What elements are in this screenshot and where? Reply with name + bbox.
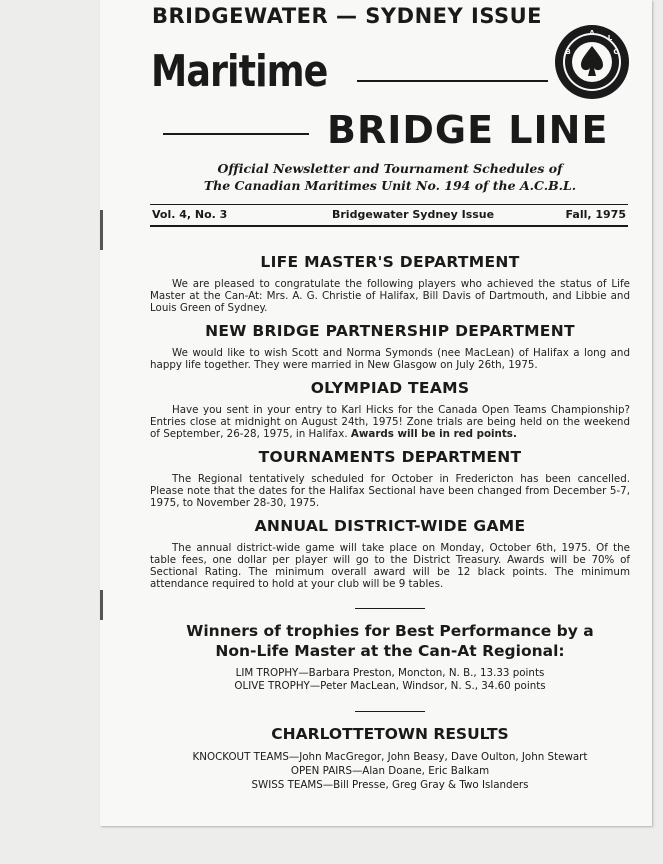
trophies-heading-line: Winners of trophies for Best Performance by a [186,622,594,640]
result-line: SWISS TEAMS—Bill Presse, Greg Gray & Two Islanders [251,779,529,791]
binding-mark [100,210,103,250]
issue-infobar [152,207,626,223]
section-text: We would like to wish Scott and Norma Symonds (nee MacLean) of Halifax a long and happy life together. They were married in New Glasgow on July 26th, 1975. [150,347,630,371]
svg-text:L: L [607,34,613,42]
issue-kicker: BRIDGEWATER — SYDNEY ISSUE [152,4,543,28]
result-line: OPEN PAIRS—Alan Doane, Eric Balkam [290,765,490,777]
trophy-winner: OLIVE TROPHY—Peter MacLean, Windsor, N. S., 34.60 points [234,680,546,692]
section-text: The annual district-wide game will take place on Monday, October 6th, 1975. Of the table fees, one dollar per player will go to the District Treasury. Awards will be 70% of Sectional Rating. The minimum overall award will be 12 black points. The minimum attendance required to hold at your club will be 9 tables. [150,542,630,590]
divider [355,711,425,712]
section-olympiad [150,378,630,440]
section-text-main: Have you sent in your entry to Karl Hicks for the Canada Open Teams Championship? Entries close at midnight on August 24th, 1975! Zone trials are being held on the weekend of September, 26-28, 1975, in Halifax. [150,404,630,440]
result-line: KNOCKOUT TEAMS—John MacGregor, John Beasy, Dave Oulton, John Stewart [192,751,588,763]
issue-season: Fall, 1975 [565,208,626,221]
trophies-block [150,608,630,693]
section-text: The Regional tentatively scheduled for October in Fredericton has been cancelled. Please note that the dates for the Halifax Sectional have been changed from December 5-7, 1975, to November 28-30, 1975. [150,473,630,509]
section-district-game [150,516,630,590]
trophies-heading-line: Non-Life Master at the Can-At Regional: [215,642,565,660]
subtitle-line: The Canadian Maritimes Unit No. 194 of the A.C.B.L. [203,178,577,193]
section-heading: LIFE MASTER'S DEPARTMENT [260,253,520,271]
svg-text:C: C [613,48,619,56]
section-text [150,404,630,440]
results-heading: CHARLOTTETOWN RESULTS [271,725,509,743]
divider [355,608,425,609]
trophies-heading [150,621,630,661]
section-text: We are pleased to congratulate the following players who achieved the status of Life Master at the Can-At: Mrs. A. G. Christie of Halifax, Bill Davis of Dartmouth, and Libbie and Louis Green of Sydney. [150,278,630,314]
title-bridge-line: BRIDGE LINE [327,108,609,152]
divider [150,225,628,227]
issue-name: Bridgewater Sydney Issue [332,208,495,221]
binding-mark [100,590,103,620]
divider [150,204,628,205]
volume-number: Vol. 4, No. 3 [152,208,228,221]
masthead-rule [357,80,548,82]
svg-text:A: A [589,29,595,37]
section-partnership [150,321,630,371]
section-life-master [150,252,630,314]
title-maritime: Maritime [151,46,328,97]
section-heading: TOURNAMENTS DEPARTMENT [258,448,522,466]
article-body [150,252,630,792]
section-heading: ANNUAL DISTRICT-WIDE GAME [254,517,526,535]
trophy-winner: LIM TROPHY—Barbara Preston, Moncton, N. B., 13.33 points [235,667,545,679]
svg-text:B: B [565,48,571,56]
section-heading: NEW BRIDGE PARTNERSHIP DEPARTMENT [205,322,575,340]
section-tournaments [150,447,630,509]
results-block [150,711,630,792]
subtitle-line: Official Newsletter and Tournament Schedules of [217,161,563,176]
acbl-logo-icon [554,24,630,100]
newsletter-subtitle [150,160,630,194]
masthead-rule [163,133,309,135]
section-text-bold: Awards will be in red points. [350,428,517,440]
section-heading: OLYMPIAD TEAMS [310,379,470,397]
